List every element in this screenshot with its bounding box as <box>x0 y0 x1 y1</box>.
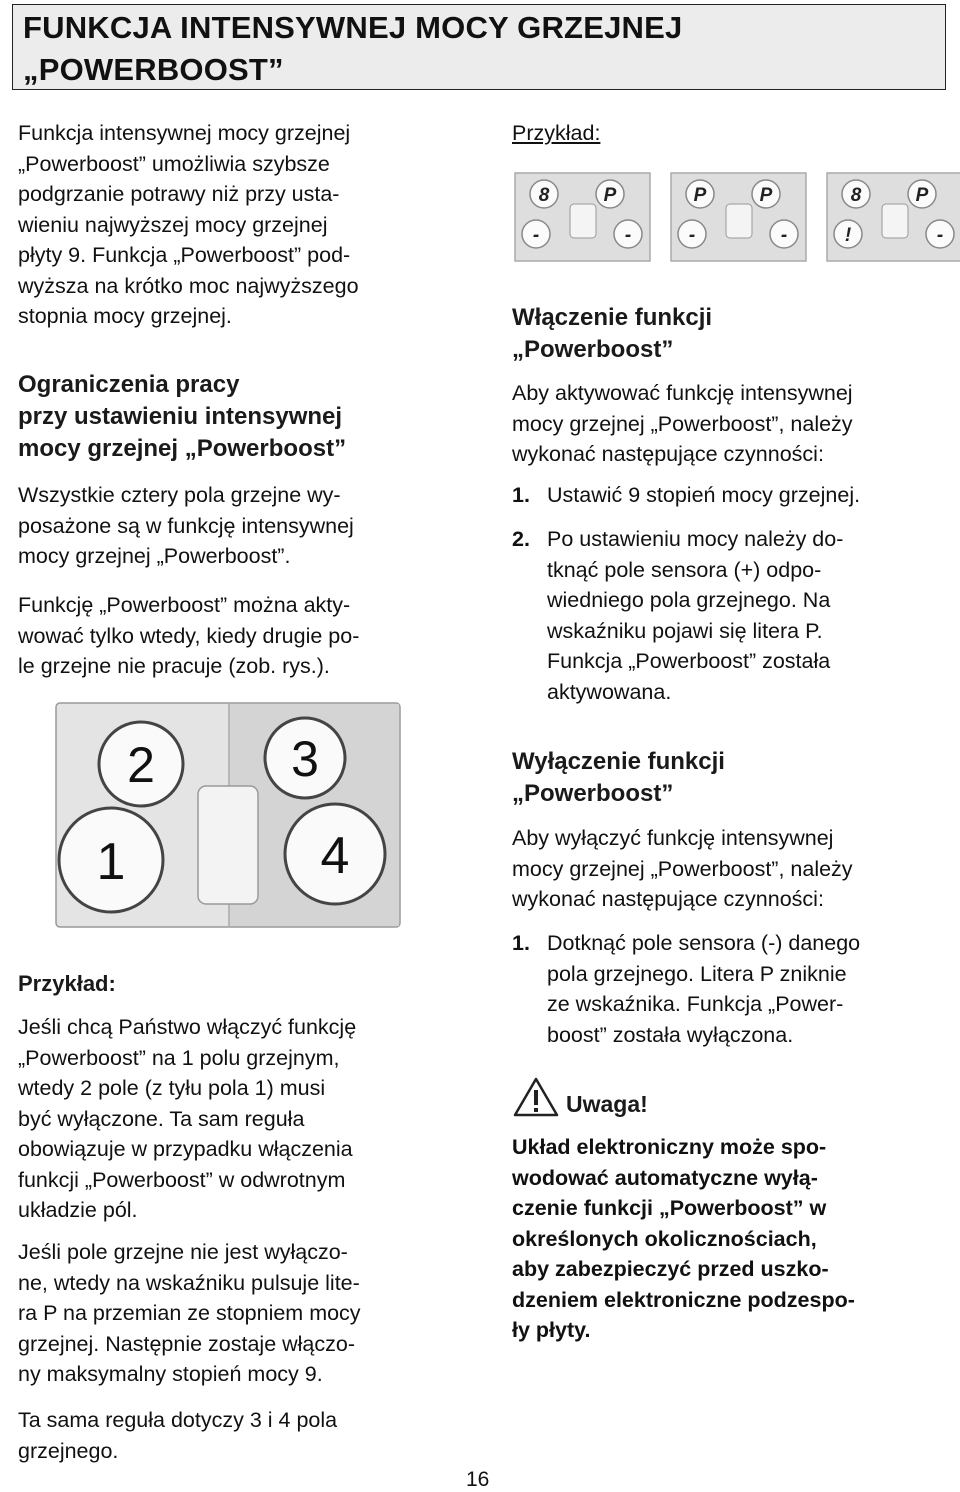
page-title <box>23 7 682 91</box>
panel-center-pad <box>570 204 596 238</box>
text-line: wtedy 2 pole (z tyłu pola 1) musi <box>18 1076 326 1100</box>
text-line: grzejnego. <box>18 1438 119 1463</box>
text-line: czenie funkcji „Powerboost” w <box>512 1196 827 1220</box>
text-line: Jeśli pole grzejne nie jest wyłączo- <box>18 1240 348 1264</box>
step-text: Ustawić 9 stopień mocy grzejnej. <box>547 483 861 507</box>
warning-label: Uwaga! <box>566 1091 648 1117</box>
step-text: Po ustawieniu mocy należy do- tknąć pole sensora (+) odpo- wiedniego pola grzejnego. Na wskaźniku pojawi się litera P. Funkcja „Powerboost” została aktywowana. <box>547 527 844 704</box>
text-line: mocy grzejnej „Powerboost”, należy <box>512 411 853 436</box>
text-line: obowiązuje w przypadku włączenia <box>18 1137 353 1161</box>
example-label-right: Przykład: <box>512 121 601 145</box>
pulsing-paragraph <box>18 1237 440 1390</box>
text-line: wykonać następujące czynności: <box>512 442 824 466</box>
heading-line: „Powerboost” <box>512 780 674 807</box>
panel-right-display: P <box>603 185 617 206</box>
text-line: Funkcję „Powerboost” można akty- <box>18 593 351 617</box>
heading-line: „Powerboost” <box>512 336 674 363</box>
text-line: aby zabezpieczyć przed uszko- <box>512 1257 829 1281</box>
panel-left-display: 8 <box>850 185 862 206</box>
activation-intro <box>512 378 937 470</box>
intro-paragraph <box>18 118 440 332</box>
text-line: wykonać następujące czynności: <box>512 887 824 911</box>
panel-center-pad <box>882 204 908 238</box>
zone-1 <box>59 808 163 912</box>
restrictions-paragraph <box>18 480 440 572</box>
zone-4 <box>285 804 385 904</box>
text-line: ny maksymalny stopień mocy 9. <box>18 1362 323 1386</box>
example-paragraph <box>18 1012 440 1226</box>
panel-right-display: P <box>759 185 773 206</box>
panel-left-display: 8 <box>538 185 550 206</box>
heading-line: mocy grzejnej „Powerboost” <box>18 435 347 462</box>
text-line: mocy grzejnej „Powerboost”, należy <box>512 856 853 881</box>
step-text: Dotknąć pole sensora (-) danego pola grzejnego. Litera P zniknie ze wskaźnika. Funkcja „Power- boost” została wyłączona. <box>547 931 861 1047</box>
intro-line: wyższa na krótko moc najwyższego <box>18 273 359 298</box>
panel-right-button: - <box>624 225 632 246</box>
panel-left-button: - <box>532 225 540 246</box>
text-line: wować tylko wtedy, kiedy drugie po- <box>18 623 360 648</box>
panel-left-button: ! <box>844 225 852 246</box>
text-line: układzie pól. <box>18 1198 138 1222</box>
example-label-left: Przykład: <box>18 971 116 996</box>
heading-line: Włączenie funkcji <box>512 304 713 331</box>
text-line: ne, wtedy na wskaźniku pulsuje lite- <box>18 1270 360 1295</box>
title-box <box>12 4 946 90</box>
zone-2-label: 2 <box>127 737 155 793</box>
page-number: 16 <box>466 1468 490 1491</box>
intro-line: płyty 9. Funkcja „Powerboost” pod- <box>18 243 351 267</box>
text-line: ły płyty. <box>512 1318 591 1342</box>
text-line: Aby wyłączyć funkcję intensywnej <box>512 826 834 850</box>
intro-line: „Powerboost” umożliwia szybsze <box>18 151 330 176</box>
intro-line: Funkcja intensywnej mocy grzejnej <box>18 121 351 145</box>
text-line: grzejnej. Następnie zostaje włączo- <box>18 1331 355 1356</box>
panel-right-button: - <box>936 225 944 246</box>
text-line: Ta sama reguła dotyczy 3 i 4 pola <box>18 1408 338 1432</box>
text-line: „Powerboost” na 1 polu grzejnym, <box>18 1045 340 1070</box>
intro-line: podgrzanie potrawy niż przy usta- <box>18 182 340 206</box>
control-panel-3 <box>826 172 960 262</box>
text-line: le grzejne nie pracuje (zob. rys.). <box>18 654 330 678</box>
activation-rule-paragraph <box>18 590 440 682</box>
text-line: funkcji „Powerboost” w odwrotnym <box>18 1167 346 1192</box>
step-number: 2. <box>512 527 530 551</box>
zone-4-label: 4 <box>320 827 350 885</box>
deactivation-heading <box>512 746 937 810</box>
panel-left-button: - <box>688 225 696 246</box>
text-line: wodować automatyczne wyłą- <box>512 1165 818 1190</box>
same-rule-paragraph <box>18 1405 440 1466</box>
text-line: być wyłączone. Ta sam reguła <box>18 1106 305 1131</box>
step-number: 1. <box>512 931 530 955</box>
text-line: określonych okolicznościach, <box>512 1226 817 1251</box>
cooktop-zones-figure <box>55 702 401 928</box>
panel-right-button: - <box>780 225 788 246</box>
panel-center-pad <box>726 204 752 238</box>
zone-3 <box>265 718 345 798</box>
panel-right-display: P <box>915 185 929 206</box>
panel-left-display: P <box>693 185 707 206</box>
warning-icon <box>512 1076 560 1118</box>
intro-line: stopnia mocy grzejnej. <box>18 304 232 328</box>
text-line: dzeniem elektroniczne podzespo- <box>512 1287 855 1312</box>
text-line: ra P na przemian ze stopniem mocy <box>18 1301 361 1325</box>
warning-text <box>512 1132 937 1346</box>
zone-3-label: 3 <box>291 731 319 787</box>
text-line: posażone są w funkcję intensywnej <box>18 513 354 538</box>
restrictions-heading <box>18 369 440 465</box>
text-line: Wszystkie cztery pola grzejne wy- <box>18 483 341 507</box>
text-line: mocy grzejnej „Powerboost”. <box>18 544 291 568</box>
activation-heading <box>512 302 937 366</box>
control-panel-area <box>198 786 258 904</box>
text-line: Jeśli chcą Państwo włączyć funkcję <box>18 1015 357 1039</box>
intro-line: wieniu najwyższej mocy grzejnej <box>18 212 328 237</box>
heading-line: Wyłączenie funkcji <box>512 748 725 775</box>
heading-line: przy ustawieniu intensywnej <box>18 403 343 430</box>
heading-line: Ograniczenia pracy <box>18 371 240 398</box>
control-panel-1 <box>514 172 651 262</box>
page-title-line2: „POWERBOOST” <box>23 52 284 87</box>
zone-2 <box>99 722 183 806</box>
text-line: Aby aktywować funkcję intensywnej <box>512 381 853 405</box>
control-panel-2 <box>670 172 807 262</box>
page-title-line1: FUNKCJA INTENSYWNEJ MOCY GRZEJNEJ <box>23 10 683 45</box>
step-number: 1. <box>512 483 530 507</box>
text-line: Układ elektroniczny może spo- <box>512 1135 827 1159</box>
deactivation-intro <box>512 823 937 915</box>
zone-1-label: 1 <box>96 833 126 891</box>
